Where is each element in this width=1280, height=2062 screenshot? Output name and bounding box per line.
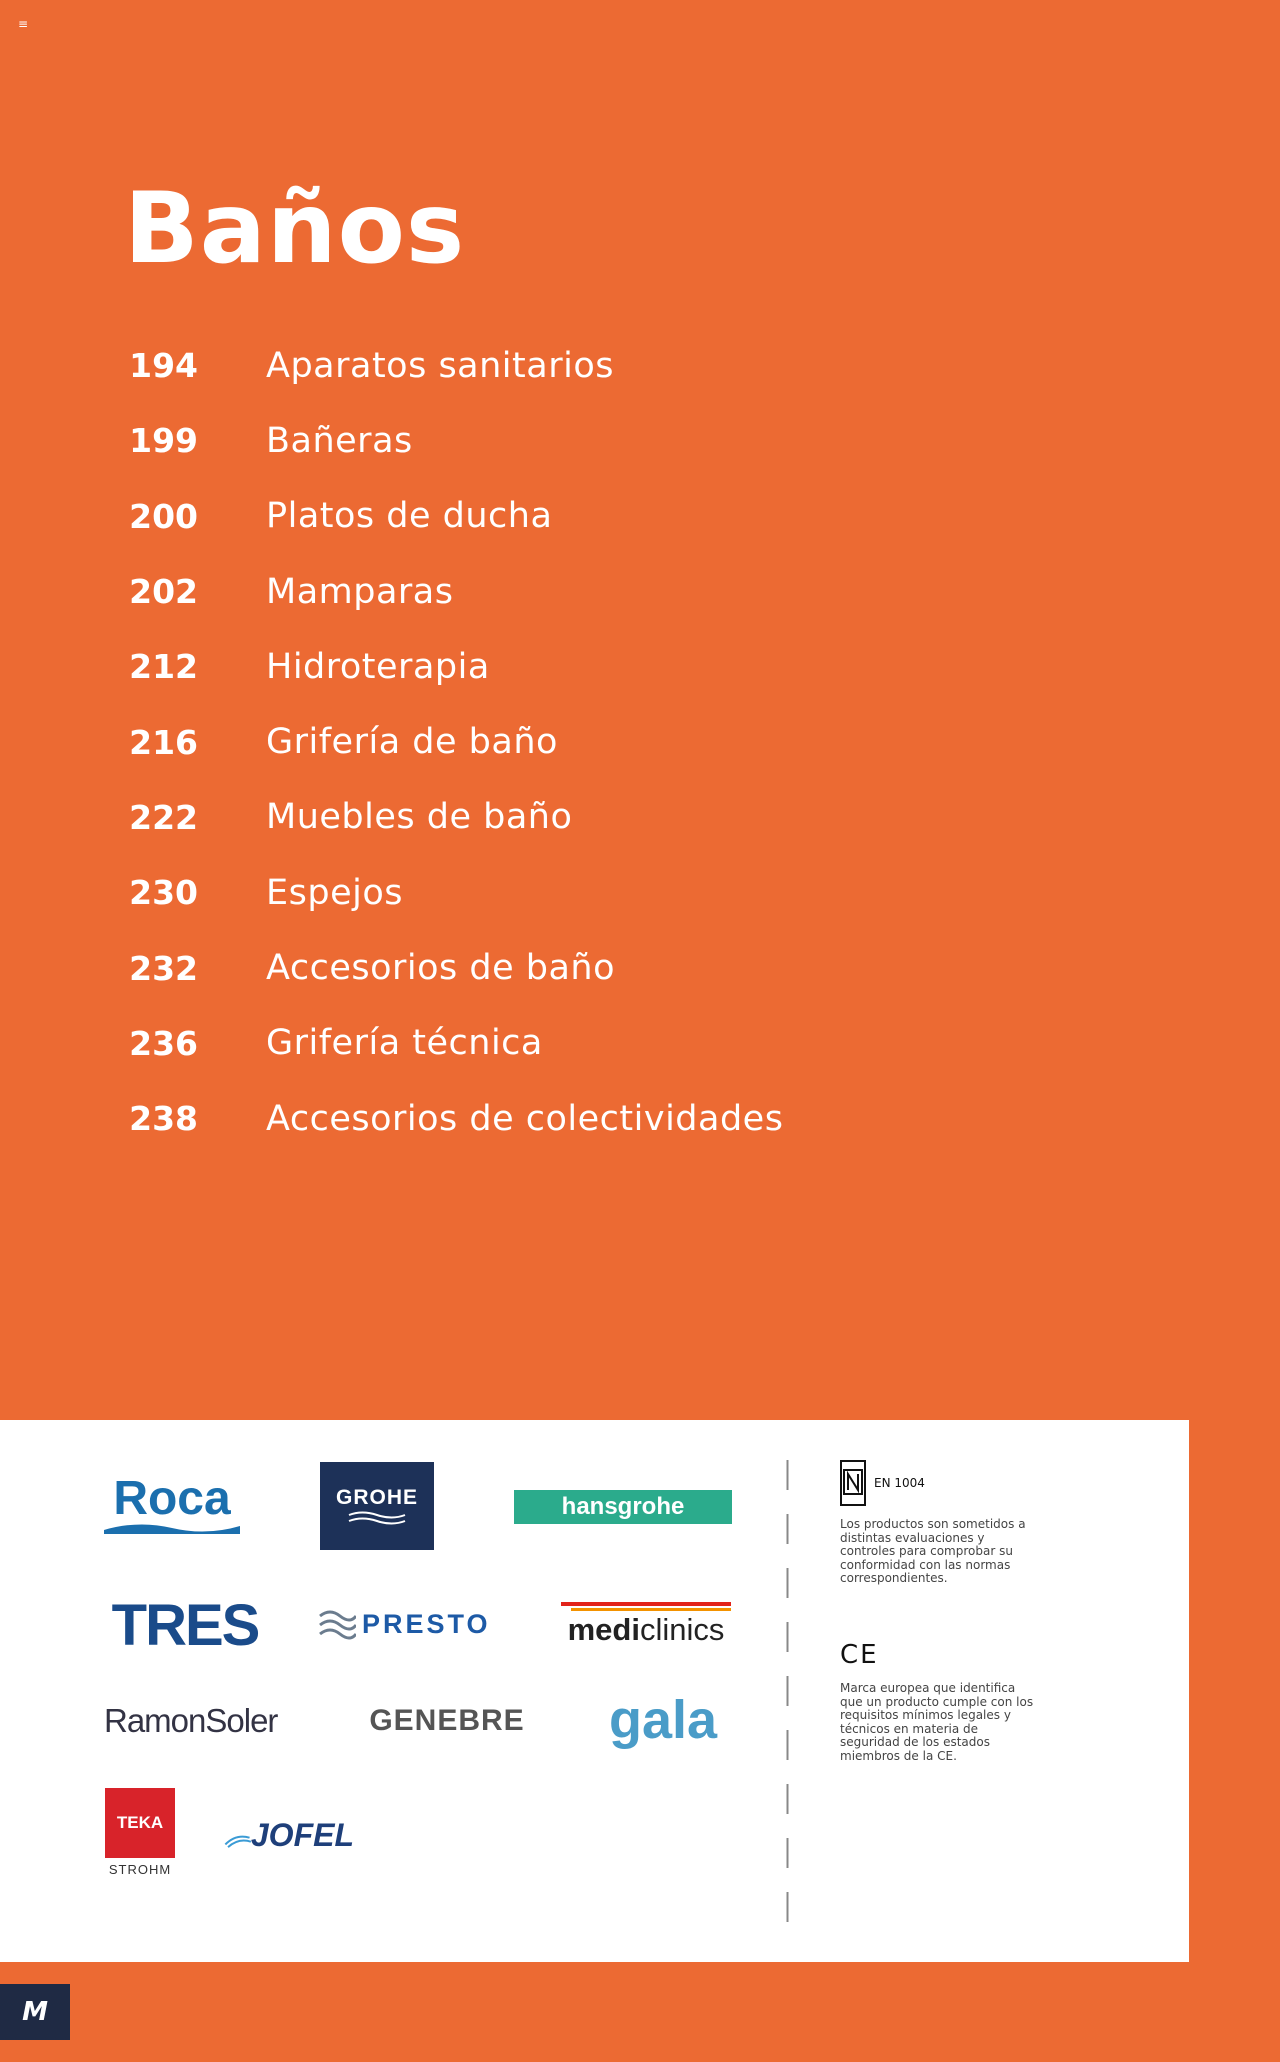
presto-logo-text: PRESTO [362,1608,491,1639]
ramon-soler-logo [104,1696,304,1746]
toc-page-number: 200 [129,496,198,536]
toc-label: Muebles de baño [266,797,573,838]
strohm-logo-text: STROHM [108,1862,172,1877]
presto-wave-icon [316,1604,356,1644]
toc-item[interactable] [120,479,920,554]
ce-description: Marca europea que identifica que un producto cumple con los requisitos mínimos legales y técnicos en materia de seguridad de los estados miembros de la CE. [840,1681,1034,1763]
roca-logo-text: Roca [113,1472,231,1525]
toc-page-number: 232 [129,948,198,988]
toc-page-number: 212 [129,647,198,687]
page-title: Baños [124,172,466,286]
toc-item[interactable] [120,930,920,1005]
jofel-logo [224,1804,354,1866]
gala-logo-text: gala [608,1690,718,1750]
brand-badge[interactable] [0,1984,70,2040]
dashed-divider [786,1460,789,1930]
genebre-logo-text: GENEBRE [369,1704,525,1737]
toc-page-number: 199 [129,421,198,461]
presto-logo [316,1600,514,1648]
ramon-soler-logo-text: RamonSoler [104,1702,278,1739]
mediclinics-logo [558,1596,734,1654]
toc-item[interactable] [120,403,920,478]
toc-label: Grifería de baño [266,722,558,763]
hansgrohe-logo [514,1490,732,1524]
toc-label: Platos de ducha [266,496,553,537]
roca-logo [104,1474,240,1536]
jofel-swoosh-icon [224,1815,251,1855]
grohe-logo [320,1462,434,1550]
toc-page-number: 202 [129,572,198,612]
toc-item[interactable] [120,704,920,779]
ce-mark: CE [840,1640,879,1670]
jofel-logo-text: JOFEL [250,1816,354,1853]
toc-page-number: 194 [129,346,198,386]
teka-box [105,1788,175,1858]
toc-page-number: 222 [129,797,198,837]
toc-label: Aparatos sanitarios [266,345,614,386]
grohe-logo-text: GROHE [335,1486,418,1509]
toc-item[interactable] [120,780,920,855]
mediclinics-logo-text: mediclinics [567,1612,725,1647]
mediclinics-bars-icon [561,1602,731,1612]
toc-item[interactable] [120,855,920,930]
toc-item[interactable] [120,1006,920,1081]
teka-logo-text: TEKA [116,1813,164,1832]
toc-label: Accesorios de baño [266,948,616,989]
teka-strohm-logo [104,1788,176,1880]
grohe-wave-icon [347,1510,407,1526]
toc-page-number: 238 [129,1099,198,1139]
hansgrohe-logo-text: hansgrohe [561,1493,685,1520]
en-code: EN 1004 [874,1476,925,1490]
toc-label: Accesorios de colectividades [266,1098,784,1139]
toc-label: Bañeras [266,420,413,461]
ce-certification [840,1640,1040,1763]
toc-page-number: 236 [129,1023,198,1063]
roca-wave-icon [104,1522,240,1534]
menu-icon[interactable]: ≡ [18,17,29,31]
aenor-n-icon [840,1460,866,1506]
toc-label: Grifería técnica [266,1023,543,1064]
brands-panel [0,1420,1189,1962]
tres-logo-text: TRES [111,1592,259,1658]
toc-page-number: 230 [129,873,198,913]
toc-item[interactable] [120,629,920,704]
toc-item[interactable] [120,328,920,403]
toc-item[interactable] [120,1081,920,1156]
toc-label: Hidroterapia [266,646,490,687]
toc-label: Mamparas [266,571,454,612]
toc-label: Espejos [266,872,403,913]
toc-page-number: 216 [129,722,198,762]
table-of-contents [120,328,920,1156]
gala-logo [590,1688,736,1752]
genebre-logo [356,1696,538,1746]
tres-logo [104,1594,266,1656]
brand-badge-text: M [22,1997,48,2027]
en-certification [840,1460,1040,1586]
en-description: Los productos son sometidos a distintas evaluaciones y controles para comprobar su conformidad con las normas correspondientes. [840,1517,1026,1585]
toc-item[interactable] [120,554,920,629]
